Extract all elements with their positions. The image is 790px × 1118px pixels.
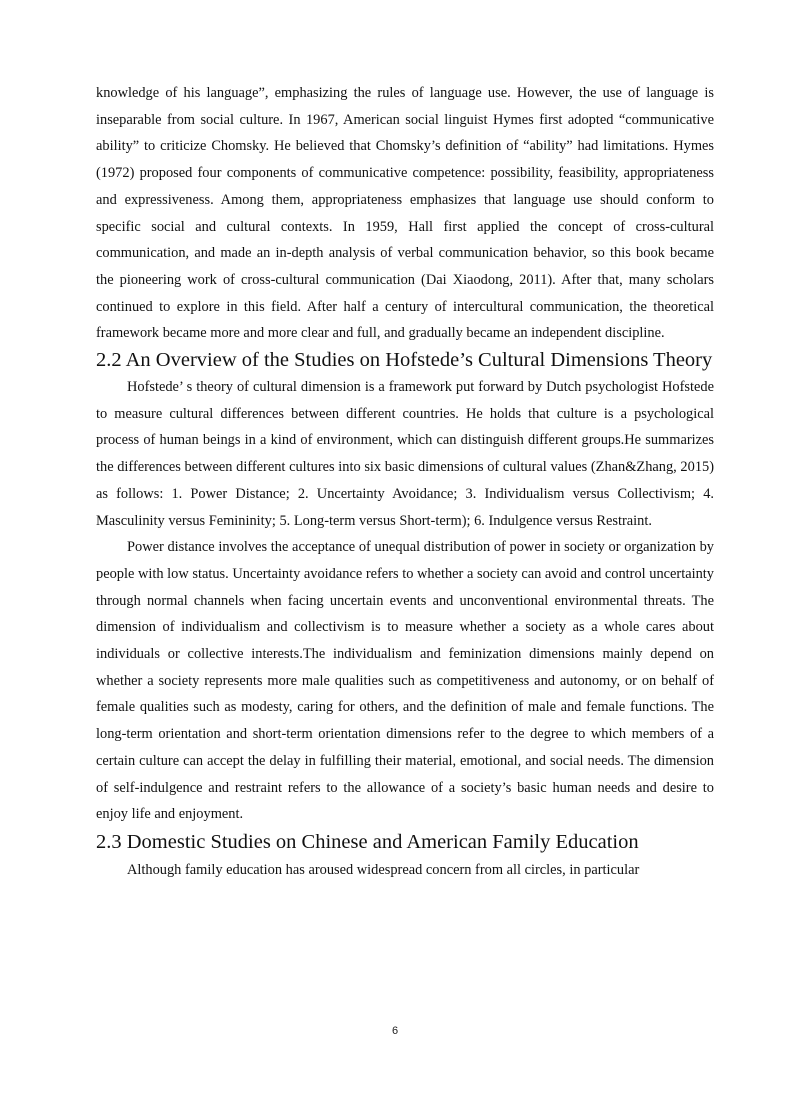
page-number: 6 [391, 1025, 399, 1037]
body-paragraph: Hofstede’ s theory of cultural dimension is a framework put forward by Dutch psychologist Hofstede to measure cultural differences between different countries. He holds that culture is a psychological process of human beings in a kind of environment, which can distinguish different groups.He summarizes the differences between different cultures into six basic dimensions of cultural values (Zhan&Zhang, 2015) as follows: 1. Power Distance; 2. Uncertainty Avoidance; 3. Individualism versus Collectivism; 4. Masculinity versus Femininity; 5. Long-term versus Short-term); 6. Indulgence versus Restraint. [96, 379, 714, 529]
section-heading-2-3: 2.3 Domestic Studies on Chinese and American Family Education [96, 830, 639, 853]
document-page [96, 80, 714, 884]
body-paragraph: Power distance involves the acceptance of unequal distribution of power in society or organization by people with low status. Uncertainty avoidance refers to whether a society can avoid and control uncertainty through normal channels when facing uncertain events and unconventional environmental threats. The dimension of individualism and collectivism is to measure whether a society as a whole cares about individuals or collective interests.The individualism and feminization dimensions mainly depend on whether a society represents more male qualities such as competitiveness and autonomy, or on behalf of female qualities such as modesty, caring for others, and the definition of male and female functions. The long-term orientation and short-term orientation dimensions refer to the degree to which members of a certain culture can accept the delay in fulfilling their material, emotional, and social needs. The dimension of self-indulgence and restraint refers to the allowance of a society’s basic human needs and desire to enjoy life and enjoyment. [96, 539, 714, 823]
body-paragraph: knowledge of his language”, emphasizing the rules of language use. However, the use of language is inseparable from social culture. In 1967, American social linguist Hymes first adopted “communicative ability” to criticize Chomsky. He believed that Chomsky’s definition of “ability” had limitations. Hymes (1972) proposed four components of communicative competence: possibility, feasibility, appropriateness and expressiveness. Among them, appropriateness emphasizes that language use should conform to specific social and cultural contexts. In 1959, Hall first applied the concept of cross-cultural communication, and made an in-depth analysis of verbal communication behavior, so this book became the pioneering work of cross-cultural communication (Dai Xiaodong, 2011). After that, many scholars continued to explore in this field. After half a century of intercultural communication, the theoretical framework became more and more clear and full, and gradually became an independent discipline. [96, 85, 714, 342]
body-paragraph: Although family education has aroused widespread concern from all circles, in particular [127, 861, 640, 878]
section-heading-2-2: 2.2 An Overview of the Studies on Hofstede’s Cultural Dimensions Theory [96, 349, 713, 372]
